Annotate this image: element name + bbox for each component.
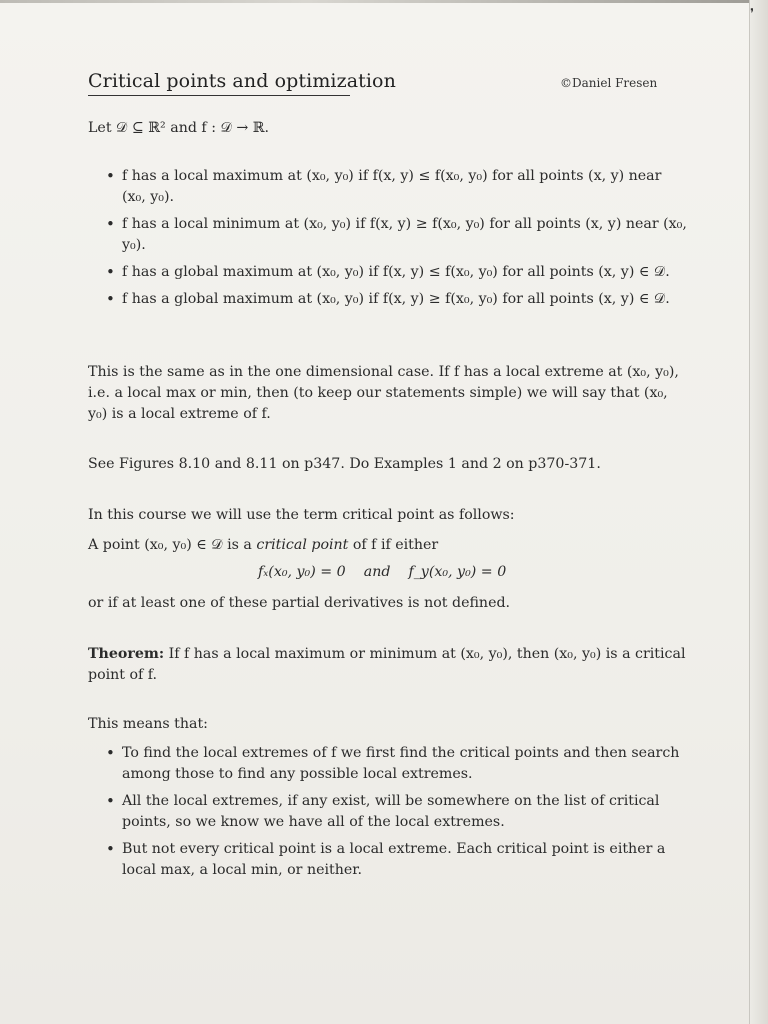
definition-item: • f has a local maximum at (x₀, y₀) if f(x, y) ≤ f(x₀, y₀) for all points (x, y) near (x₀, y₀).: [88, 166, 688, 208]
paragraph-same-as-1d: This is the same as in the one dimensional case. If f has a local extreme at (x₀, y₀), i.e. a local max or min, then (to keep our statements simple) we will say that (x₀, y₀) is a local extreme of f.: [88, 364, 679, 422]
consequence-item: • All the local extremes, if any exist, will be somewhere on the list of critical points, so we know we have all of the local extremes.: [88, 791, 688, 833]
consequences-list: [88, 743, 688, 887]
consequence-item: • But not every critical point is a local extreme. Each critical point is either a local max, a local min, or neither.: [88, 839, 688, 881]
theorem: [88, 644, 688, 686]
consequence-item: • To find the local extremes of f we first find the critical points and then search among those to find any possible local extremes.: [88, 743, 688, 785]
title-underline: [88, 95, 350, 96]
paragraph-figures: See Figures 8.10 and 8.11 on p347. Do Examples 1 and 2 on p370-371.: [88, 456, 601, 472]
means-that-heading: This means that:: [88, 716, 208, 732]
corner-mark: ❜: [750, 6, 754, 20]
page-top-edge: [0, 0, 768, 3]
page-right-edge: [749, 0, 768, 1024]
theorem-text: If f has a local maximum or minimum at (x₀, y₀), then (x₀, y₀) is a critical point of f.: [88, 646, 686, 683]
critical-def-suffix: of f if either: [348, 537, 439, 553]
critical-point-equation: fₓ(x₀, y₀) = 0 and f_y(x₀, y₀) = 0: [258, 564, 507, 580]
critical-def-term: critical point: [256, 537, 349, 553]
theorem-label: Theorem:: [88, 646, 165, 662]
definitions-list: [88, 166, 688, 316]
definition-item: • f has a local minimum at (x₀, y₀) if f(x, y) ≥ f(x₀, y₀) for all points (x, y) near (x₀, y₀).: [88, 214, 688, 256]
paragraph-course: In this course we will use the term critical point as follows:: [88, 507, 515, 523]
paragraph-not-defined: or if at least one of these partial derivatives is not defined.: [88, 595, 511, 611]
intro-line: Let 𝒟 ⊆ ℝ² and f : 𝒟 → ℝ.: [88, 120, 270, 136]
critical-point-definition: [88, 535, 688, 556]
definition-item: • f has a global maximum at (x₀, y₀) if f(x, y) ≤ f(x₀, y₀) for all points (x, y) ∈ 𝒟.: [88, 262, 688, 283]
copyright-notice: ©Daniel Fresen: [560, 76, 658, 90]
critical-def-prefix: A point (x₀, y₀) ∈ 𝒟 is a: [88, 537, 257, 553]
page-title: Critical points and optimization: [88, 70, 396, 92]
definition-item: • f has a global maximum at (x₀, y₀) if f(x, y) ≥ f(x₀, y₀) for all points (x, y) ∈ 𝒟.: [88, 289, 688, 310]
